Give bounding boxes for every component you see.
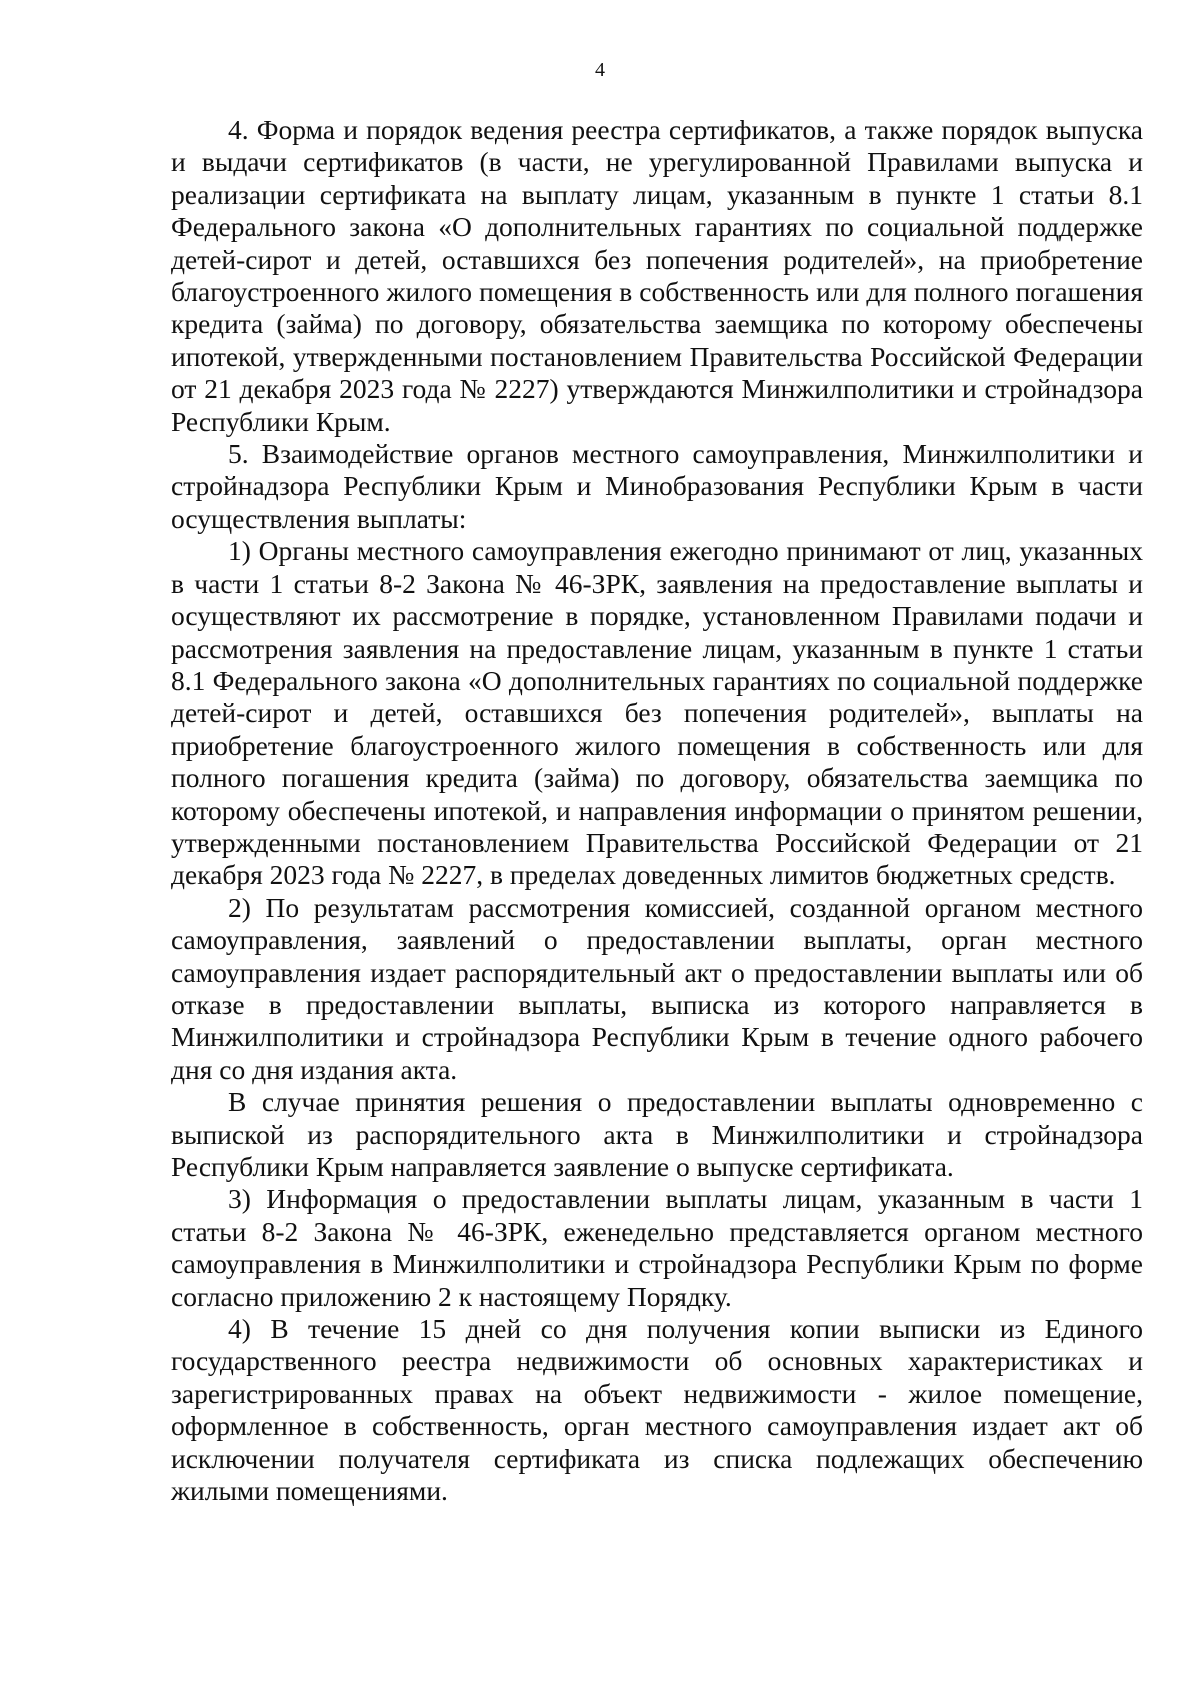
paragraph-subitem-1-applications: 1) Органы местного самоуправления ежегодно принимают от лиц, указанных в части 1 статьи 8-2 Закона № 46-ЗРК, заявления на предоставление выплаты и осуществляют их рассмотрение в порядке, установленном Правилами подачи и рассмотрения заявления на предоставление лицам, указанным в пункте 1 статьи 8.1 Федерального закона «О дополнительных гарантиях по социальной поддержке детей-сирот и детей, оставшихся без попечения родителей», выплаты на приобретение благоустроенного жилого помещения в собственность или для полного погашения кредита (займа) по договору, обязательства заемщика по которому обеспечены ипотекой, и направления информации о принятом решении, утвержденными постановлением Правительства Российской Федерации от 21 декабря 2023 года № 2227, в пределах доведенных лимитов бюджетных средств. [171,535,1143,891]
paragraph-certificate-application: В случае принятия решения о предоставлении выплаты одновременно с выпиской из распорядительного акта в Минжилполитики и стройнадзора Республики Крым направляется заявление о выпуске сертификата. [171,1086,1143,1182]
page-number: 4 [595,59,605,81]
paragraph-subitem-4-exclusion-act: 4) В течение 15 дней со дня получения копии выписки из Единого государственного реестра недвижимости об основных характеристиках и зарегистрированных правах на объект недвижимости - жилое помещение, оформленное в собственность, орган местного самоуправления издает акт об исключении получателя сертификата из списка подлежащих обеспечению жилыми помещениями. [171,1313,1143,1507]
paragraph-subitem-2-commission-results: 2) По результатам рассмотрения комиссией, созданной органом местного самоуправления, заявлений о предоставлении выплаты, орган местного самоуправления издает распорядительный акт о предоставлении выплаты или об отказе в предоставлении выплаты, выписка из которого направляется в Минжилполитики и стройнадзора Республики Крым в течение одного рабочего дня со дня издания акта. [171,891,1143,1085]
paragraph-subitem-3-weekly-information: 3) Информация о предоставлении выплаты лицам, указанным в части 1 статьи 8-2 Закона № 46-ЗРК, еженедельно представляется органом местного самоуправления в Минжилполитики и стройнадзора Республики Крым по форме согласно приложению 2 к настоящему Порядку. [171,1183,1143,1312]
document-body [171,114,1143,1507]
paragraph-item-4-registry-form: 4. Форма и порядок ведения реестра сертификатов, а также порядок выпуска и выдачи сертификатов (в части, не урегулированной Правилами выпуска и реализации сертификата на выплату лицам, указанным в пункте 1 статьи 8.1 Федерального закона «О дополнительных гарантиях по социальной поддержке детей-сирот и детей, оставшихся без попечения родителей», на приобретение благоустроенного жилого помещения в собственность или для полного погашения кредита (займа) по договору, обязательства заемщика по которому обеспечены ипотекой, утвержденными постановлением Правительства Российской Федерации от 21 декабря 2023 года № 2227) утверждаются Минжилполитики и стройнадзора Республики Крым. [171,114,1143,437]
paragraph-item-5-interaction: 5. Взаимодействие органов местного самоуправления, Минжилполитики и стройнадзора Республики Крым и Минобразования Республики Крым в части осуществления выплаты: [171,438,1143,534]
